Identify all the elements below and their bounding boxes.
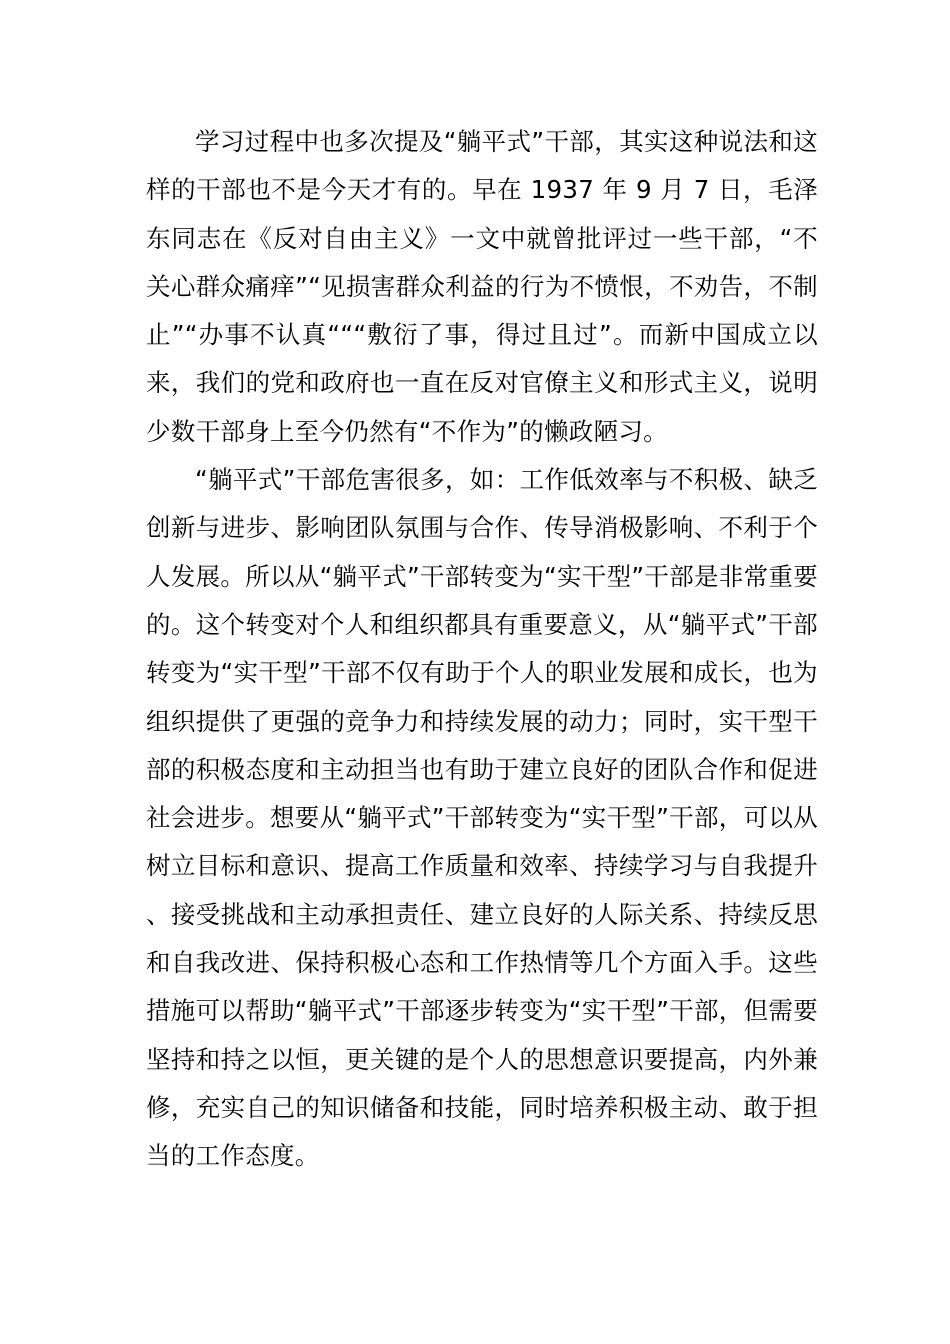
document-body xyxy=(146,118,818,1181)
paragraph-2: “躺平式”干部危害很多，如：工作低效率与不积极、缺乏创新与进步、影响团队氛围与合作、传导消极影响、不利于个人发展。所以从“躺平式”干部转变为“实干型”干部是非常重要的。这个转变对个人和组织都具有重要意义，从“躺平式”干部转变为“实干型”干部不仅有助于个人的职业发展和成长，也为组织提供了更强的竞争力和持续发展的动力；同时，实干型干部的积极态度和主动担当也有助于建立良好的团队合作和促进社会进步。想要从“躺平式”干部转变为“实干型”干部，可以从树立目标和意识、提高工作质量和效率、持续学习与自我提升、接受挑战和主动承担责任、建立良好的人际关系、持续反思和自我改进、保持积极心态和工作热情等几个方面入手。这些措施可以帮助“躺平式”干部逐步转变为“实干型”干部，但需要坚持和持之以恒，更关键的是个人的思想意识要提高，内外兼修，充实自己的知识储备和技能，同时培养积极主动、敢于担当的工作态度。 xyxy=(146,465,818,1171)
paragraph-1: 学习过程中也多次提及“躺平式”干部，其实这种说法和这样的干部也不是今天才有的。早在 1937 年 9 月 7 日，毛泽东同志在《反对自由主义》一文中就曾批评过一些干部，“不关心群众痛痒”“见损害群众利益的行为不愤恨，不劝告，不制止”“办事不认真“““敷衍了事，得过且过”。而新中国成立以来，我们的党和政府也一直在反对官僚主义和形式主义，说明少数干部身上至今仍然有“不作为”的懒政陋习。 xyxy=(146,127,818,446)
